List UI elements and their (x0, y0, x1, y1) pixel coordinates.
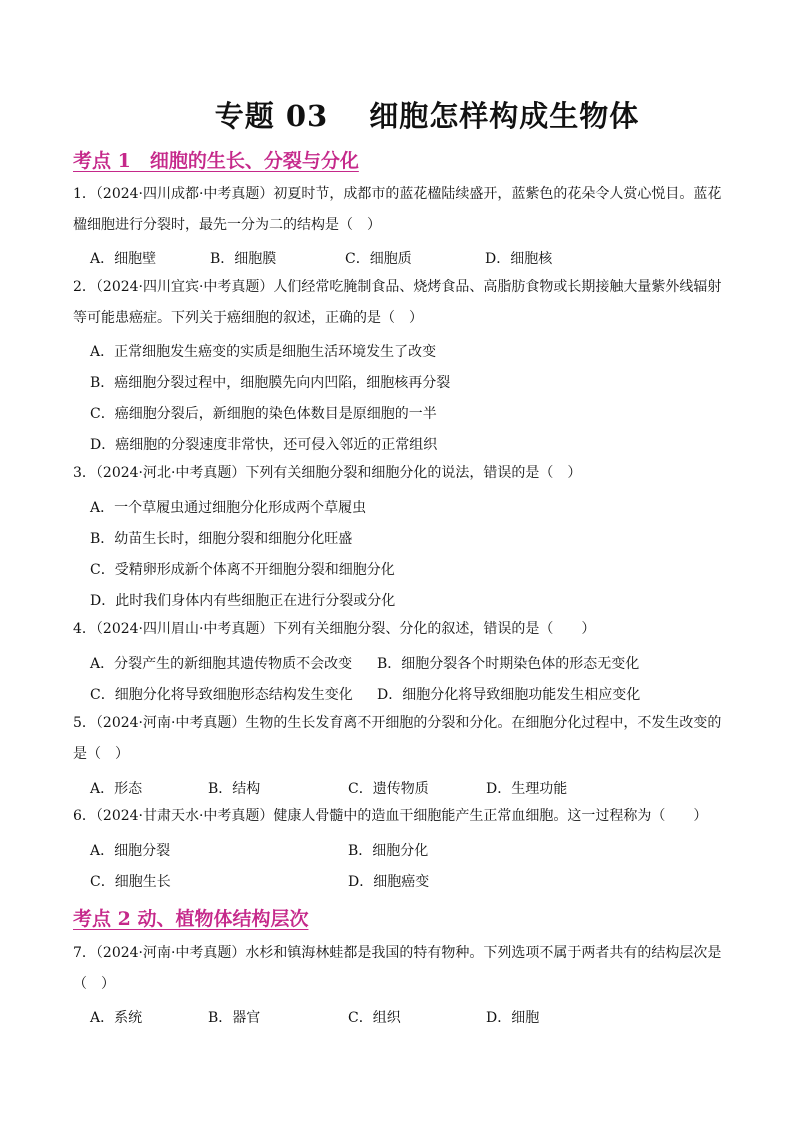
question-6-options-row-2 (90, 871, 429, 891)
option-a: A．分裂产生的新细胞其遗传物质不会改变 (90, 656, 353, 672)
question-5-options (90, 778, 567, 798)
option-c: C．受精卵形成新个体离不开细胞分裂和细胞分化 (90, 562, 395, 578)
question-7-options (90, 1007, 539, 1027)
option-a: A．一个草履虫通过细胞分化形成两个草履虫 (90, 500, 367, 516)
question-6-options-row-1 (90, 840, 428, 860)
question-4-stem: 4．（2024·四川眉山·中考真题）下列有关细胞分裂、分化的叙述，错误的是（ ） (73, 621, 596, 637)
option-c: C．细胞质 (345, 251, 412, 267)
question-4-options-row-2 (90, 684, 640, 704)
question-5-stem: 5．（2024·河南·中考真题）生物的生长发育离不开细胞的分裂和分化。在细胞分化过程中，不发生改变的是（ ） (73, 715, 722, 762)
option-d: D．细胞癌变 (348, 874, 430, 890)
option-b: B．癌细胞分裂过程中，细胞膜先向内凹陷，细胞核再分裂 (90, 375, 451, 391)
option-c: C．癌细胞分裂后，新细胞的染色体数目是原细胞的一半 (90, 406, 437, 422)
option-a: A．形态 (90, 781, 143, 797)
question-4-options-row-1 (90, 653, 639, 673)
option-d: D．此时我们身体内有些细胞正在进行分裂或分化 (90, 593, 396, 609)
page-title: 专题 03 细胞怎样构成生物体 (214, 99, 640, 133)
question-3-stem: 3．（2024·河北·中考真题）下列有关细胞分裂和细胞分化的说法，错误的是（ ） (73, 465, 582, 481)
option-c: C．细胞分化将导致细胞形态结构发生变化 (90, 687, 353, 703)
option-a: A．系统 (90, 1010, 143, 1026)
option-c: C．组织 (348, 1010, 401, 1026)
section-heading-2: 考点 2 动、植物体结构层次 (73, 908, 309, 930)
option-b: B．结构 (208, 781, 261, 797)
question-2-stem: 2．（2024·四川宜宾·中考真题）人们经常吃腌制食品、烧烤食品、高脂肪食物或长期接触大量紫外线辐射等可能患癌症。下列关于癌细胞的叙述，正确的是（ ） (73, 279, 722, 326)
option-d: D．细胞核 (485, 251, 553, 267)
option-c: C．细胞生长 (90, 874, 171, 890)
option-b: B．幼苗生长时，细胞分裂和细胞分化旺盛 (90, 531, 353, 547)
option-a: A．正常细胞发生癌变的实质是细胞生活环境发生了改变 (90, 344, 437, 360)
option-b: B．器官 (208, 1010, 261, 1026)
option-d: D．细胞分化将导致细胞功能发生相应变化 (377, 687, 641, 703)
option-a: A．细胞分裂 (90, 843, 171, 859)
question-6-stem: 6．（2024·甘肃天水·中考真题）健康人骨髓中的造血干细胞能产生正常血细胞。这一过程称为（ ） (73, 808, 708, 824)
option-b: B．细胞膜 (210, 251, 277, 267)
option-b: B．细胞分裂各个时期染色体的形态无变化 (377, 656, 640, 672)
option-d: D．生理功能 (486, 781, 568, 797)
question-1-stem: 1．（2024·四川成都·中考真题）初夏时节，成都市的蓝花楹陆续盛开，蓝紫色的花朵令人赏心悦目。蓝花楹细胞进行分裂时，最先一分为二的结构是（ ） (73, 186, 722, 233)
question-7-stem: 7．（2024·河南·中考真题）水杉和镇海林蛙都是我国的特有物种。下列选项不属于两者共有的结构层次是（ ） (73, 945, 722, 992)
option-d: D．癌细胞的分裂速度非常快，还可侵入邻近的正常组织 (90, 437, 438, 453)
option-d: D．细胞 (486, 1010, 540, 1026)
option-c: C．遗传物质 (348, 781, 429, 797)
option-b: B．细胞分化 (348, 843, 429, 859)
section-heading-1: 考点 1 细胞的生长、分裂与分化 (73, 150, 359, 172)
question-1-options (90, 248, 552, 268)
option-a: A．细胞壁 (90, 251, 157, 267)
